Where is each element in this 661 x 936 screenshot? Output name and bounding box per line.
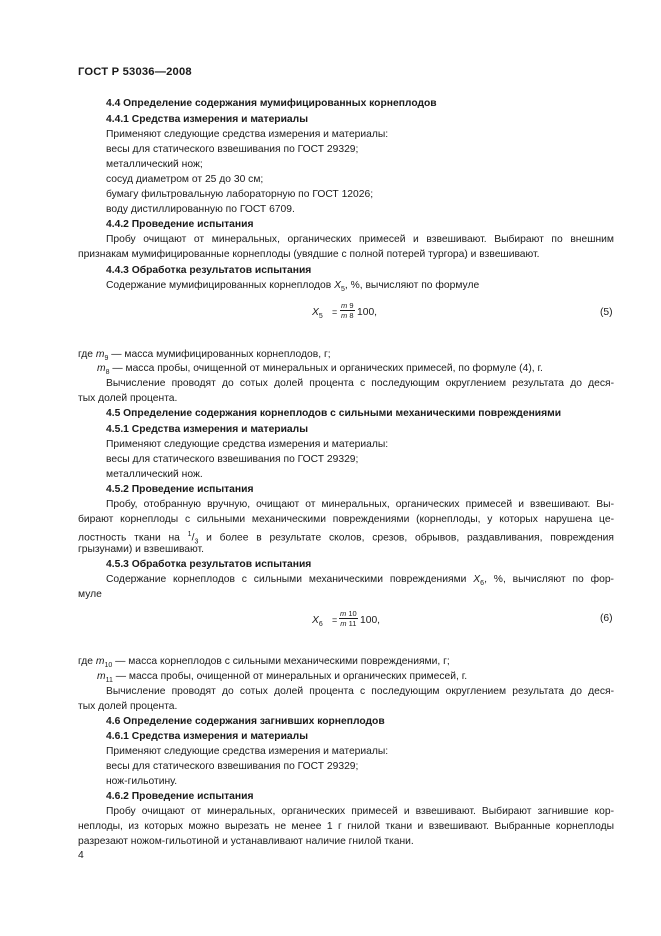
formula-lhs: $X_6$ <box>312 615 323 629</box>
formula-multiplier: 100, <box>357 307 378 318</box>
paragraph-line: бирают корнеплоды с сильными механическими повреждениями (корнеплоды, у которых нарушена це- <box>78 514 614 525</box>
formula-equals: = <box>332 307 338 317</box>
paragraph-line: признакам мумифицированные корнеплоды (увядшие с полной потерей тургора) и взвешивают. <box>78 249 540 260</box>
section-4-6-1-title: 4.6.1 Средства измерения и материалы <box>106 731 308 742</box>
where-line: $m_{11}$ — масса пробы, очищенной от минеральных и органических примесей, г. <box>97 671 468 685</box>
list-item: металлический нож. <box>106 469 203 480</box>
where-line: где $m_9$ — масса мумифицированных корнеплодов, г; <box>78 349 331 363</box>
paragraph-line: тых долей процента. <box>78 393 178 404</box>
fraction-denominator: m 11 <box>340 619 357 628</box>
equation-number: (5) <box>600 307 613 318</box>
paragraph-line: Пробу, отобранную вручную, очищают от минеральных, органических примесей и взвешивают. Вы- <box>106 499 614 510</box>
list-item: сосуд диаметром от 25 до 30 см; <box>106 174 264 185</box>
paragraph-line: Пробу очищают от минеральных, органических примесей и взвешивают. Выбирают загнившие кор- <box>106 806 614 817</box>
where-line: $m_8$ — масса пробы, очищенной от минеральных и органических примесей, по формуле (4), г. <box>97 363 543 377</box>
list-item: металлический нож; <box>106 159 203 170</box>
list-item: воду дистиллированную по ГОСТ 6709. <box>106 204 295 215</box>
paragraph-line: лостность ткани на $^1/_3$ и более в результате сколов, срезов, обрывов, раздавливания, повреждения <box>78 531 614 546</box>
section-4-5-2-title: 4.5.2 Проведение испытания <box>106 484 254 495</box>
list-item: нож-гильотину. <box>106 776 178 787</box>
formula-lhs: $X_5$ <box>312 307 323 321</box>
inline-text: , %, вычисляют по формуле <box>344 280 480 291</box>
page-number: 4 <box>78 850 84 861</box>
formula-fraction <box>339 609 358 628</box>
fraction-numerator: m 10 <box>340 609 357 618</box>
formula-multiplier: 100, <box>360 615 381 626</box>
paragraph-line: разрезают ножом-гильотиной и устанавливают наличие гнилой ткани. <box>78 836 414 847</box>
section-4-4-title: 4.4 Определение содержания мумифицированных корнеплодов <box>106 98 437 109</box>
list-item: весы для статического взвешивания по ГОСТ 29329; <box>106 144 359 155</box>
paragraph-line: муле <box>78 589 102 600</box>
variable: X <box>334 280 341 291</box>
list-item: бумагу фильтровальную лабораторную по ГОСТ 12026; <box>106 189 374 200</box>
paragraph-line: Вычисление проводят до сотых долей процента с последующим округлением результата до деся- <box>106 686 614 697</box>
inline-text: Содержание мумифицированных корнеплодов <box>106 280 332 291</box>
formula-fraction <box>340 301 355 320</box>
paragraph-line: грызунами) и взвешивают. <box>78 544 204 555</box>
paragraph-line: Пробу очищают от минеральных, органических примесей и взвешивают. Выбирают по внешним <box>106 234 614 245</box>
paragraph-line: Вычисление проводят до сотых долей процента с последующим округлением результата до деся- <box>106 378 614 389</box>
section-4-6-1-intro: Применяют следующие средства измерения и материалы: <box>106 746 389 757</box>
section-4-5-3-title: 4.5.3 Обработка результатов испытания <box>106 559 312 570</box>
formula-5 <box>310 301 630 331</box>
section-4-6-2-title: 4.6.2 Проведение испытания <box>106 791 254 802</box>
section-4-5-1-title: 4.5.1 Средства измерения и материалы <box>106 424 308 435</box>
paragraph-line: неплоды, из которых можно вырезать не менее 1 г гнилой ткани и взвешивают. Выбранные корнеплоды <box>78 821 614 832</box>
section-4-4-1-intro: Применяют следующие средства измерения и материалы: <box>106 129 389 140</box>
fraction-numerator: m 9 <box>341 301 354 310</box>
section-4-5-title: 4.5 Определение содержания корнеплодов с сильными механическими повреждениями <box>106 408 562 419</box>
paragraph-line: тых долей процента. <box>78 701 178 712</box>
equation-number: (6) <box>600 613 613 624</box>
paragraph-line: Содержание корнеплодов с сильными механическими повреждениями $X_6$, %, вычисляют по фор- <box>106 574 614 588</box>
fraction-denominator: m 8 <box>341 311 354 320</box>
where-line: где $m_{10}$ — масса корнеплодов с сильными механическими повреждениями, г; <box>78 656 450 670</box>
document-header: ГОСТ Р 53036—2008 <box>78 66 192 78</box>
list-item: весы для статического взвешивания по ГОСТ 29329; <box>106 761 359 772</box>
paragraph-line <box>106 280 479 296</box>
formula-6 <box>310 609 630 639</box>
section-4-6-title: 4.6 Определение содержания загнивших корнеплодов <box>106 716 385 727</box>
list-item: весы для статического взвешивания по ГОСТ 29329; <box>106 454 359 465</box>
section-4-4-2-title: 4.4.2 Проведение испытания <box>106 219 254 230</box>
section-4-4-1-title: 4.4.1 Средства измерения и материалы <box>106 114 308 125</box>
section-4-5-1-intro: Применяют следующие средства измерения и материалы: <box>106 439 389 450</box>
section-4-4-3-title: 4.4.3 Обработка результатов испытания <box>106 265 312 276</box>
formula-equals: = <box>332 615 338 625</box>
variable-subscript: 5 <box>340 286 345 294</box>
